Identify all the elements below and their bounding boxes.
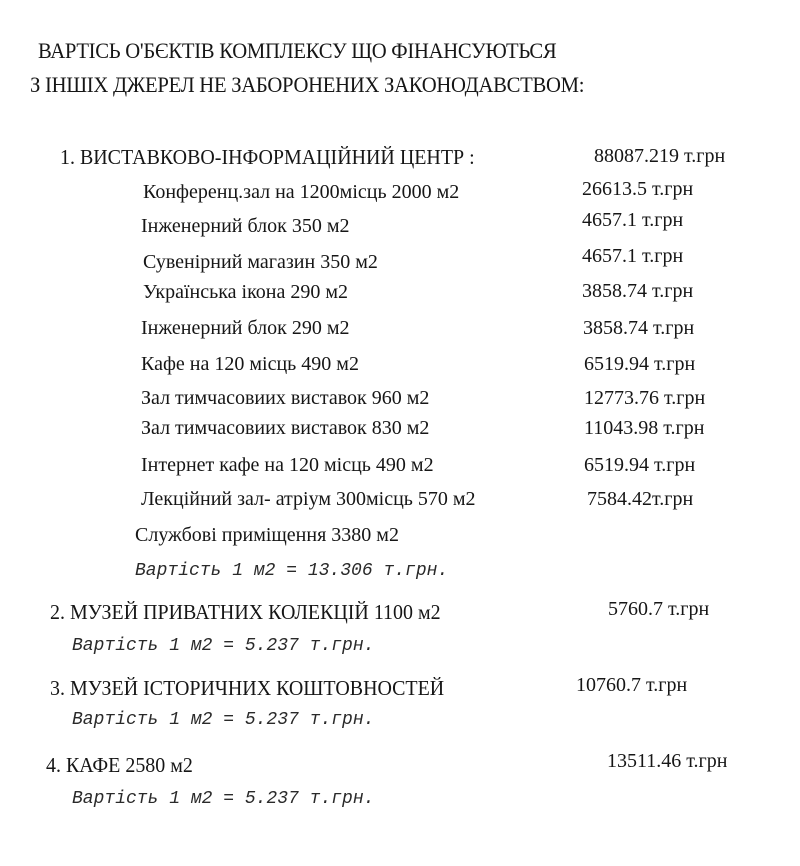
section-4-value: 13511.46 т.грн [607,750,728,772]
list-item-value: 7584.42т.грн [587,488,694,510]
title-line-1: ВАРТІСЬ О'БЄКТІВ КОМПЛЕКСУ ЩО ФІНАНСУЮТЬСЯ [38,38,557,63]
list-item-label: Українська ікона 290 м2 [143,281,349,303]
list-item-label: Конференц.зал на 1200місць 2000 м2 [143,181,460,203]
section-2-value: 5760.7 т.грн [608,598,710,620]
section-3-unit-cost: Вартість 1 м2 = 5.237 т.грн. [72,710,375,730]
list-item-label: Інтернет кафе на 120 місць 490 м2 [141,454,434,476]
list-item-label: Зал тимчасовиих виставок 830 м2 [141,417,430,439]
list-item-label: Інженерний блок 350 м2 [141,215,350,237]
list-item-value: 6519.94 т.грн [584,353,696,375]
section-1-value: 88087.219 т.грн [594,145,726,167]
section-1-heading: 1. ВИСТАВКОВО-ІНФОРМАЦІЙНИЙ ЦЕНТР : [60,145,475,169]
list-item-value: 4657.1 т.грн [582,209,684,231]
section-3-value: 10760.7 т.грн [576,674,688,696]
list-item-value: 6519.94 т.грн [584,454,696,476]
section-3-heading: 3. МУЗЕЙ ІСТОРИЧНИХ КОШТОВНОСТЕЙ [50,676,445,700]
section-2-unit-cost: Вартість 1 м2 = 5.237 т.грн. [72,636,375,656]
section-1-unit-cost: Вартість 1 м2 = 13.306 т.грн. [135,561,449,581]
list-item-value: 11043.98 т.грн [584,417,705,439]
section-2-heading: 2. МУЗЕЙ ПРИВАТНИХ КОЛЕКЦІЙ 1100 м2 [50,600,441,624]
list-item-label: Службові приміщення 3380 м2 [135,524,399,546]
list-item-value: 4657.1 т.грн [582,245,684,267]
list-item-label: Кафе на 120 місць 490 м2 [141,353,359,375]
list-item-label: Зал тимчасовиих виставок 960 м2 [141,387,430,409]
title-line-2: З ІНШІХ ДЖЕРЕЛ НЕ ЗАБОРОНЕНИХ ЗАКОНОДАВСТВОМ: [30,72,585,97]
list-item-value: 12773.76 т.грн [584,387,706,409]
section-4-unit-cost: Вартість 1 м2 = 5.237 т.грн. [72,789,375,809]
section-4-heading: 4. КАФЕ 2580 м2 [46,753,193,777]
list-item-value: 26613.5 т.грн [582,178,694,200]
list-item-label: Сувенірний магазин 350 м2 [143,251,378,273]
list-item-value: 3858.74 т.грн [582,280,694,302]
list-item-label: Лекційний зал- атріум 300місць 570 м2 [141,488,476,510]
list-item-value: 3858.74 т.грн [583,317,695,339]
list-item-label: Інженерний блок 290 м2 [141,317,350,339]
